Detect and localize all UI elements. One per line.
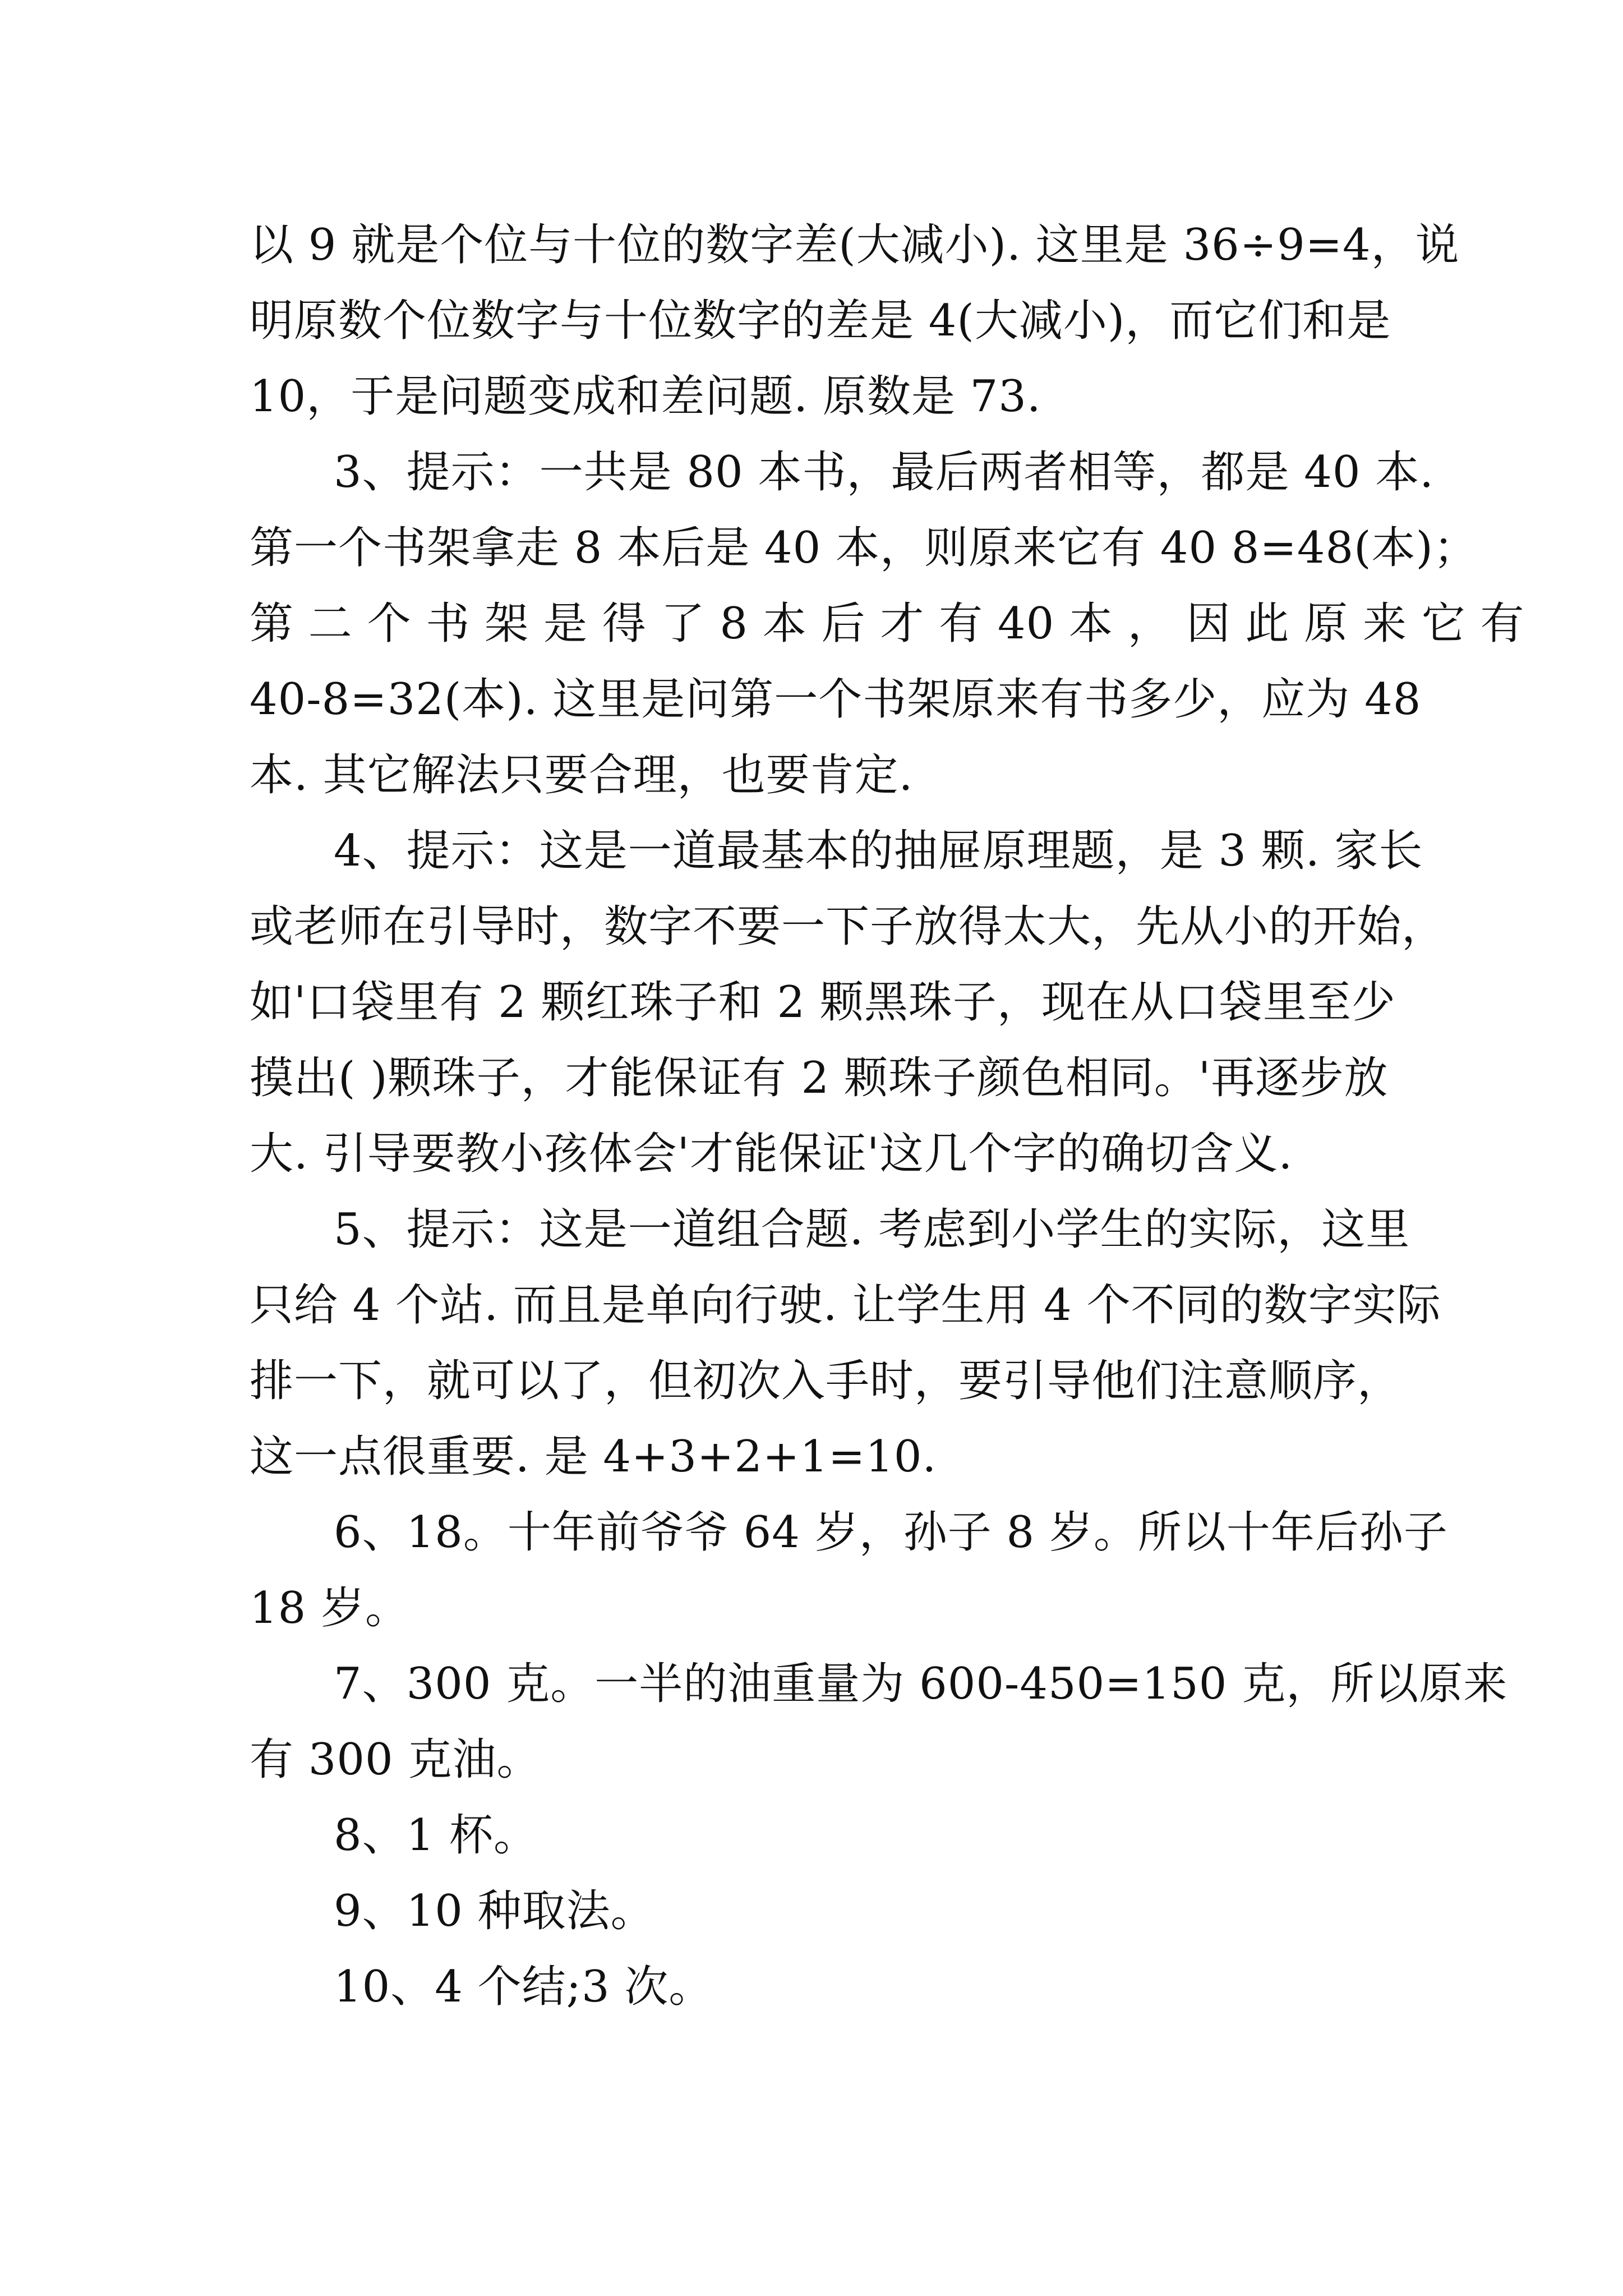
text-line-23: 9、10 种取法。	[334, 1886, 655, 1936]
text-line-2: 明原数个位数字与十位数字的差是 4(大减小)，而它们和是	[250, 296, 1391, 346]
text-line-3: 10，于是问题变成和差问题. 原数是 73.	[250, 371, 1041, 422]
text-line-20: 7、300 克。一半的油重量为 600-450=150 克，所以原来	[334, 1659, 1508, 1709]
text-line-7: 40-8=32(本). 这里是问第一个书架原来有书多少，应为 48	[250, 674, 1422, 725]
text-line-8: 本. 其它解法只要合理，也要肯定.	[250, 750, 914, 800]
text-line-18: 6、18。十年前爷爷 64 岁，孙子 8 岁。所以十年后孙子	[334, 1507, 1448, 1558]
text-line-10: 或老师在引导时，数字不要一下子放得太大，先从小的开始，	[250, 901, 1446, 952]
text-line-15: 只给 4 个站. 而且是单向行驶. 让学生用 4 个不同的数字实际	[250, 1280, 1441, 1331]
text-line-5: 第一个书架拿走 8 本后是 40 本，则原来它有 40 8=48(本)；	[250, 523, 1478, 573]
text-line-6: 第 二 个 书 架 是 得 了 8 本 后 才 有 40 本 ， 因 此 原 来 它 有	[250, 599, 1525, 649]
text-line-17: 这一点很重要. 是 4+3+2+1=10.	[250, 1432, 937, 1482]
text-line-12: 摸出( )颗珠子，才能保证有 2 颗珠子颜色相同。'再逐步放	[250, 1053, 1389, 1103]
text-line-9: 4、提示：这是一道最基本的抽屉原理题，是 3 颗. 家长	[334, 826, 1423, 876]
text-line-24: 10、4 个结;3 次。	[334, 1962, 713, 2012]
text-line-16: 排一下，就可以了，但初次入手时，要引导他们注意顺序，	[250, 1356, 1402, 1406]
text-line-21: 有 300 克油。	[250, 1734, 541, 1785]
text-line-11: 如'口袋里有 2 颗红珠子和 2 颗黑珠子，现在从口袋里至少	[250, 977, 1396, 1028]
text-line-1: 以 9 就是个位与十位的数字差(大减小). 这里是 36÷9=4，说	[250, 220, 1460, 270]
text-line-19: 18 岁。	[250, 1583, 410, 1634]
text-line-22: 8、1 杯。	[334, 1810, 538, 1861]
text-line-14: 5、提示：这是一道组合题. 考虑到小学生的实际，这里	[334, 1204, 1410, 1255]
text-line-13: 大. 引导要教小孩体会'才能保证'这几个字的确切含义.	[250, 1129, 1293, 1179]
text-line-4: 3、提示：一共是 80 本书，最后两者相等，都是 40 本.	[334, 447, 1435, 498]
